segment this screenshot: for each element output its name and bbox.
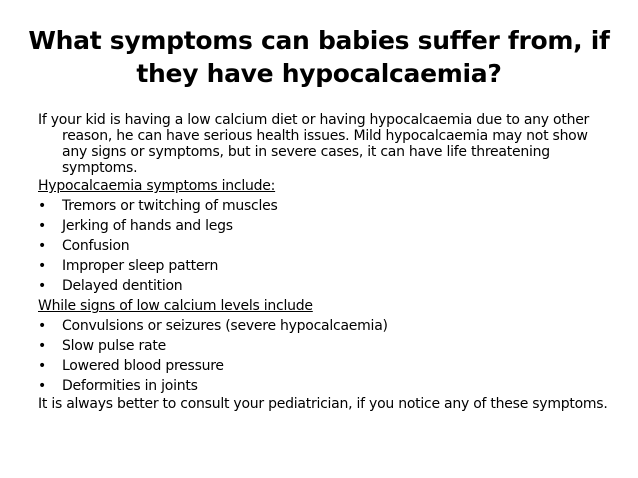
bullet-icon: • xyxy=(38,278,47,294)
list-item-text: Convulsions or seizures (severe hypocalcaemia) xyxy=(62,318,388,334)
list-item-text: Confusion xyxy=(62,238,130,254)
symptoms-list xyxy=(38,196,608,296)
title-line-2: they have hypocalcaemia? xyxy=(136,59,502,88)
title-line-1: What symptoms can babies suffer from, if xyxy=(28,26,610,55)
closing-paragraph: It is always better to consult your pediatrician, if you notice any of these symptoms. xyxy=(38,396,608,412)
list-item xyxy=(38,196,608,216)
list-item xyxy=(38,236,608,256)
bullet-icon: • xyxy=(38,238,47,254)
list-item-text: Tremors or twitching of muscles xyxy=(62,198,278,214)
signs-heading: While signs of low calcium levels include xyxy=(38,298,313,314)
list-item xyxy=(38,216,608,236)
bullet-icon: • xyxy=(38,218,47,234)
slide-title xyxy=(20,24,618,90)
list-item xyxy=(38,316,608,336)
bullet-icon: • xyxy=(38,338,47,354)
intro-paragraph: If your kid is having a low calcium diet or having hypocalcaemia due to any other reason, he can have serious health issues. Mild hypocalcaemia may not show any signs or symptoms, but in severe cases, it can have life threatening symptoms. xyxy=(38,112,590,176)
list-item xyxy=(38,256,608,276)
list-item xyxy=(38,276,608,296)
symptoms-heading: Hypocalcaemia symptoms include: xyxy=(38,178,276,194)
bullet-icon: • xyxy=(38,358,47,374)
slide-body xyxy=(38,112,608,412)
list-item-text: Jerking of hands and legs xyxy=(62,218,233,234)
list-item xyxy=(38,336,608,356)
list-item-text: Improper sleep pattern xyxy=(62,258,219,274)
signs-list xyxy=(38,316,608,396)
bullet-icon: • xyxy=(38,378,47,394)
list-item-text: Delayed dentition xyxy=(62,278,183,294)
list-item-text: Deformities in joints xyxy=(62,378,198,394)
list-item xyxy=(38,376,608,396)
bullet-icon: • xyxy=(38,318,47,334)
list-item xyxy=(38,356,608,376)
bullet-icon: • xyxy=(38,258,47,274)
list-item-text: Lowered blood pressure xyxy=(62,358,224,374)
list-item-text: Slow pulse rate xyxy=(62,338,166,354)
bullet-icon: • xyxy=(38,198,47,214)
